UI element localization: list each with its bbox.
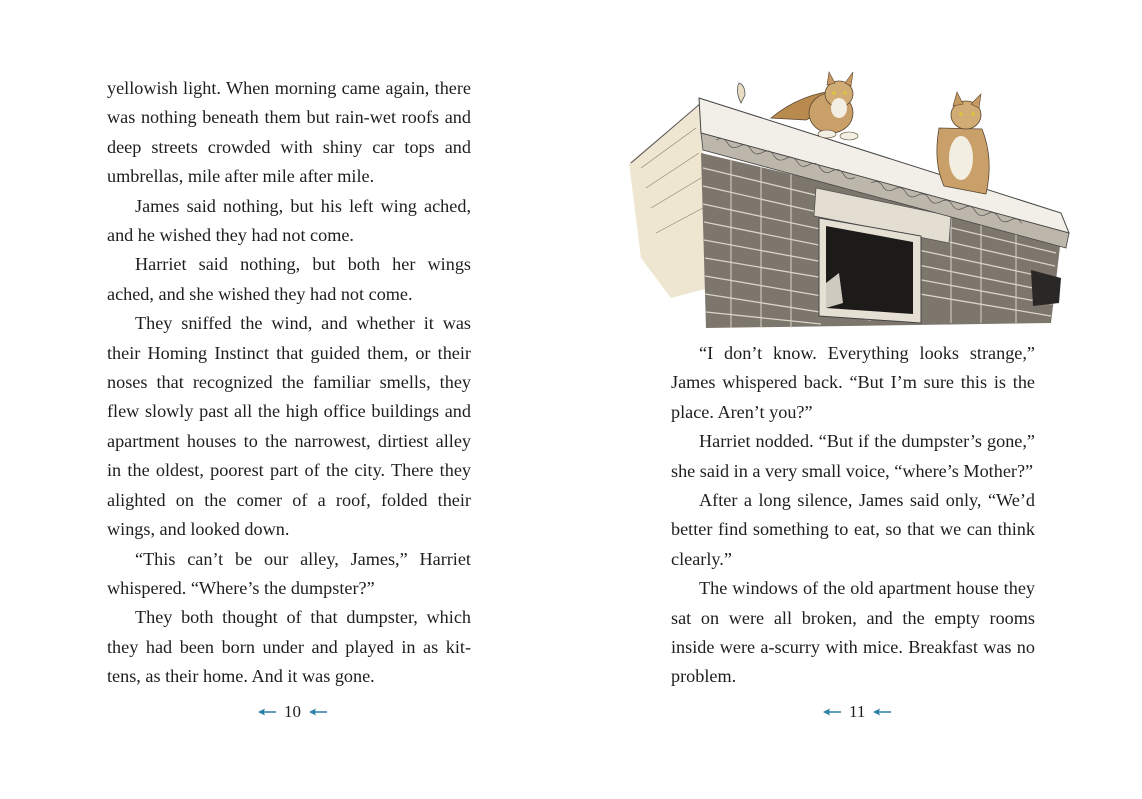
- arrow-ornament-icon: [872, 707, 892, 717]
- paragraph: yellowish light. When morning came again, there was nothing beneath them but rain-wet roofs and deep streets crowded with shiny car tops and umbrellas, mile after mile after mile.: [107, 78, 471, 187]
- paragraph: They sniffed the wind, and whether it was their Homing Instinct that guided them, or their noses that recognized the familiar smells, they flew slowly past all the high office buildings and apartment houses to the narrowest, dirtiest alley in the oldest, poorest part of the city. There they alighted on the comer of a roof, folded their wings, and looked down.: [107, 313, 471, 540]
- body-text: [107, 74, 471, 692]
- paragraph: Harriet said nothing, but both her wings ached, and she wished they had not come.: [107, 254, 471, 304]
- arrow-ornament-icon: [257, 707, 277, 717]
- paragraph: Harriet nodded. “But if the dumpster’s gone,” she said in a very small voice, “where’s Mother?”: [671, 431, 1035, 481]
- paragraph: After a long silence, James said only, “We’d better find something to eat, so that we can think clearly.”: [671, 490, 1035, 569]
- arrow-ornament-icon: [822, 707, 842, 717]
- winged-cats-on-rooftop-illustration: [621, 58, 1101, 338]
- paragraph: “I don’t know. Everything looks strange,” James whispered back. “But I’m sure this is the place. Aren’t you?”: [671, 343, 1035, 422]
- paragraph: They both thought of that dumpster, which they had been born under and played in as kittens, as their home. And it was gone.: [107, 607, 471, 687]
- body-text: [671, 339, 1035, 692]
- page-number-text: 11: [849, 702, 866, 721]
- paragraph: James said nothing, but his left wing ached, and he wished they had not come.: [107, 195, 471, 246]
- page-number: [822, 702, 892, 722]
- right-page: [571, 0, 1142, 799]
- paragraph: The windows of the old apartment house they sat on were all broken, and the empty rooms inside were a-scurry with mice. Breakfast was no problem.: [671, 578, 1035, 687]
- arrow-ornament-icon: [308, 707, 328, 717]
- page-number: [257, 702, 328, 722]
- paragraph: “This can’t be our alley, James,” Harriet whispered. “Where’s the dumpster?”: [107, 548, 471, 598]
- page-number-text: 10: [284, 702, 301, 721]
- cat-right: [937, 92, 989, 194]
